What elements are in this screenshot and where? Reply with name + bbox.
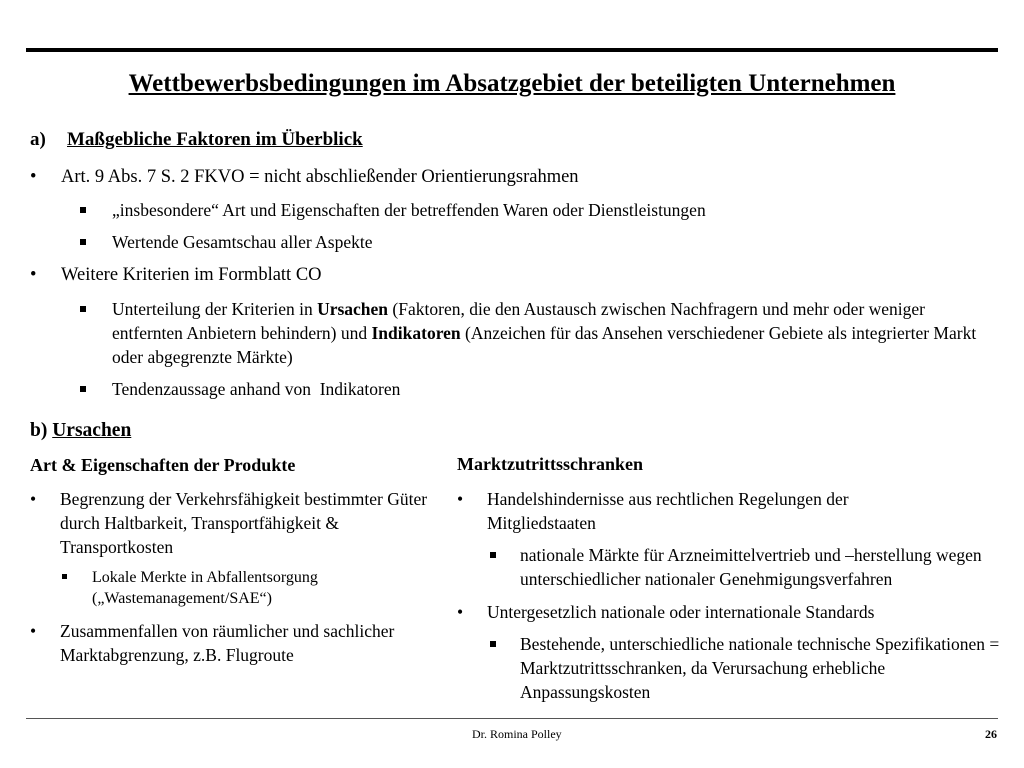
square-bullet-icon: [80, 386, 86, 392]
left-column-heading: Art & Eigenschaften der Produkte: [30, 455, 296, 475]
term-ursachen: Ursachen: [317, 299, 389, 319]
right-column-heading: Marktzutrittsschranken: [457, 454, 643, 474]
sub-list-item-text: „insbesondere“ Art und Eigenschaften der betreffenden Waren oder Dienstleistungen: [112, 200, 706, 220]
sub-list-item-text: Unterteilung der Kriterien in Ursachen (Faktoren, die den Austausch zwischen Nachfragern und mehr oder weniger entfernten Anbietern behindern) und Indikatoren (Anzeichen für das Ansehen verschiedener Gebiete als integrierter Markt oder abgegrenzte Märkte): [112, 299, 977, 367]
sub-list-item-text: Lokale Merkte in Abfallentsorgung („Wastemanagement/SAE“): [92, 569, 318, 607]
page-number: 26: [985, 727, 997, 741]
square-bullet-icon: [80, 207, 86, 213]
bullet-icon: •: [30, 621, 37, 641]
list-item-text: Weitere Kriterien im Formblatt CO: [61, 265, 322, 285]
section-a-marker: a): [30, 129, 46, 150]
sub-list-item-text: nationale Märkte für Arzneimittelvertrieb und –herstellung wegen unterschiedlicher nationaler Genehmigungsverfahren: [520, 545, 982, 589]
bullet-icon: •: [30, 265, 37, 285]
sub-list-item-text: Bestehende, unterschiedliche nationale technische Spezifikationen = Marktzutrittsschranken, da Verursachung erhebliche Anpassungskosten: [520, 634, 1000, 702]
footer-rule: [26, 718, 998, 719]
list-item-text: Art. 9 Abs. 7 S. 2 FKVO = nicht abschließender Orientierungsrahmen: [61, 167, 579, 187]
footer-author: Dr. Romina Polley: [472, 727, 562, 741]
section-b-title: Ursachen: [52, 420, 132, 441]
section-b-heading: [30, 420, 131, 442]
section-b-marker: b): [30, 420, 48, 441]
bullet-icon: •: [457, 602, 464, 622]
square-bullet-icon: [80, 306, 86, 312]
slide-title: Wettbewerbsbedingungen im Absatzgebiet der beteiligten Unternehmen: [128, 70, 896, 97]
square-bullet-icon: [62, 574, 67, 579]
list-item-text: Handelshindernisse aus rechtlichen Regelungen der Mitgliedstaaten: [487, 489, 849, 533]
top-rule: [26, 48, 998, 52]
square-bullet-icon: [490, 641, 496, 647]
term-indikatoren: Indikatoren: [371, 323, 461, 343]
square-bullet-icon: [490, 552, 496, 558]
list-item-text: Begrenzung der Verkehrsfähigkeit bestimmter Güter durch Haltbarkeit, Transportfähigkeit & Transportkosten: [60, 489, 428, 557]
sub-list-item-text: Tendenzaussage anhand von Indikatoren: [112, 379, 401, 399]
square-bullet-icon: [80, 239, 86, 245]
section-a-heading: [30, 129, 363, 151]
section-a-title: Maßgebliche Faktoren im Überblick: [67, 129, 363, 150]
list-item-text: Untergesetzlich nationale oder internationale Standards: [487, 602, 875, 622]
bullet-icon: •: [30, 489, 37, 509]
bullet-icon: •: [457, 489, 464, 509]
list-item-text: Zusammenfallen von räumlicher und sachlicher Marktabgrenzung, z.B. Flugroute: [60, 621, 395, 665]
bullet-icon: •: [30, 167, 37, 187]
sub-list-item-text: Wertende Gesamtschau aller Aspekte: [112, 232, 373, 252]
